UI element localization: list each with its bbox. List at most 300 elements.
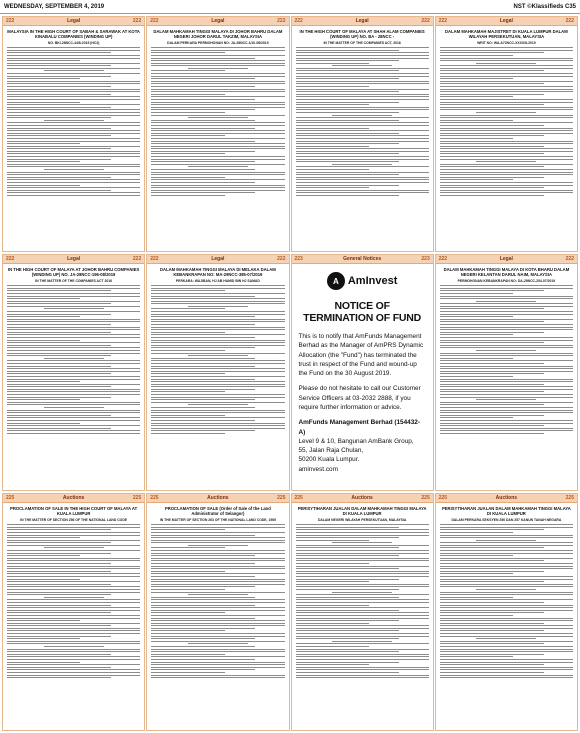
text-line [440,433,544,434]
text-line [296,109,429,110]
text-line [7,428,111,429]
text-line [151,298,284,299]
text-line [7,563,111,564]
text-line [440,47,573,48]
text-line [7,102,80,103]
text-line [7,109,140,110]
text-line [440,81,573,82]
text-line [7,628,140,629]
text-line [440,65,573,66]
text-line [151,612,224,613]
text-line [7,371,140,372]
text-line [440,579,573,580]
text-line [151,630,224,631]
text-line [440,55,513,56]
text-line [151,669,255,670]
text-line [151,402,284,403]
text-line [188,117,248,118]
text-line [188,68,248,69]
text-line [296,172,429,173]
company-name: AmFunds Management Berhad (154432-A) [298,419,420,436]
text-line [151,288,284,289]
text-line [151,656,284,657]
category-number: 222 [438,18,448,24]
text-line [440,141,573,142]
category-label: Legal [67,18,81,24]
text-line [440,125,544,126]
text-line [7,625,111,626]
text-line [7,52,111,53]
text-line [151,381,284,382]
text-line [440,172,573,173]
text-line [7,618,140,619]
notice-text-block [151,524,284,678]
text-line [151,161,255,162]
text-line [440,636,573,637]
text-line [151,592,284,593]
text-line [440,311,573,312]
text-line [440,669,573,670]
text-line [151,195,224,196]
text-line [151,558,284,559]
text-line [7,107,111,108]
text-line [296,47,429,48]
text-line [151,55,284,56]
text-line [7,672,140,673]
text-line [440,428,573,429]
text-line [296,141,429,142]
text-line [7,182,140,183]
text-line [151,430,255,431]
text-line [151,675,284,676]
notice-title: PROCLAMATION OF SALE (Order of Sale of the Land Administrator of Selangor) [164,506,271,517]
text-line [296,646,369,647]
notice-text-block [296,524,429,678]
category-number: 223 [421,256,430,262]
text-line [440,293,513,294]
text-line [151,646,255,647]
text-line [151,350,224,351]
text-line [7,179,140,180]
text-line [151,677,284,678]
text-line [7,641,140,642]
notice-subtitle: DALAM PERKARA SEKSYEN 256 DAN 257 KANUN TANAH NEGARA [451,518,562,523]
text-line [44,407,104,408]
text-line [7,412,140,413]
text-line [296,63,369,64]
text-line [7,288,140,289]
category-label: Legal [499,256,513,262]
ad-paragraph: Please do not hesitate to call our Customer Service Officers at 03-2032 2888, if you require further information or advice. [298,385,421,411]
category-number: 225 [565,495,574,501]
text-line [151,547,224,548]
text-line [151,329,284,330]
text-line [7,394,140,395]
text-line [151,177,224,178]
text-line [440,360,573,361]
text-line [296,159,429,160]
notice-row [2,16,578,252]
text-line [440,185,573,186]
text-line [296,104,369,105]
text-line [7,654,111,655]
text-line [296,529,429,530]
text-line [151,285,284,286]
text-line [296,128,369,129]
text-line [151,122,284,123]
text-line [44,169,104,170]
text-line [7,195,140,196]
text-line [440,573,513,574]
notice-subtitle: WRIT NO: WA-A72NCC-XXXX/8-2019 [477,41,536,46]
text-line [296,527,400,528]
notice-column [435,493,578,731]
text-line [7,340,80,341]
notice-text-block [440,47,573,196]
text-line [151,363,284,364]
text-line [7,303,111,304]
text-line [440,553,573,554]
text-line [151,316,255,317]
text-line [296,654,429,655]
text-line [7,316,80,317]
text-line [7,151,140,152]
text-line [440,524,573,525]
text-line [7,381,80,382]
text-line [7,337,140,338]
text-line [7,91,140,92]
text-line [7,153,140,154]
text-line [151,368,284,369]
text-line [440,373,544,374]
category-band [436,17,577,26]
text-line [440,386,573,387]
text-line [151,428,284,429]
text-line [44,646,104,647]
text-line [151,599,284,600]
text-line [151,532,284,533]
text-line [440,91,573,92]
text-line [7,63,140,64]
text-line [296,560,429,561]
text-line [296,130,429,131]
text-line [7,86,111,87]
text-line [440,630,544,631]
text-line [151,187,284,188]
text-line [440,316,513,317]
notice-title: DALAM MAHKAMAH TINGGI MALAYA DI KOTA BHARU DALAM NEGERI KELANTAN DARUL NAIM, MALAYSIA [443,267,570,278]
text-line [151,78,255,79]
text-line [440,285,573,286]
text-line [151,654,224,655]
notice-body [436,264,577,437]
text-line [296,625,429,626]
logo-text: AmInvest [347,275,398,287]
text-line [476,112,536,113]
text-line [440,177,544,178]
text-line [151,337,255,338]
text-line [296,610,400,611]
text-line [7,117,111,118]
text-line [440,423,573,424]
notice-body [436,26,577,199]
category-number: 222 [132,256,142,262]
aminvest-logo [299,272,426,290]
text-line [440,656,513,657]
text-line [7,612,111,613]
text-line [296,151,429,152]
category-number: 222 [565,18,574,24]
text-line [7,133,140,134]
text-line [7,675,140,676]
text-line [151,83,284,84]
text-line [151,649,284,650]
text-line [151,360,284,361]
category-number: 222 [421,18,430,24]
text-line [296,195,400,196]
text-line [7,425,140,426]
category-label: Auctions [207,495,229,501]
text-line [7,285,140,286]
text-line [7,573,140,574]
text-line [151,58,255,59]
text-line [7,83,140,84]
category-band [3,17,144,26]
ad-title: NOTICE OF TERMINATION OF FUND [303,300,422,324]
text-line [296,532,429,533]
text-line [7,423,80,424]
text-line [7,81,140,82]
text-line [440,563,573,564]
text-line [7,47,140,48]
text-line [440,633,573,634]
text-line [7,651,140,652]
text-line [296,187,369,188]
text-line [296,620,400,621]
text-line [296,185,400,186]
text-line [440,327,573,328]
category-band [147,255,288,264]
text-line [440,576,573,577]
text-line [151,433,224,434]
text-line [440,592,573,593]
text-line [440,527,573,528]
text-line [296,96,429,97]
text-line [151,146,284,147]
text-line [296,99,429,100]
address-line: 50200 Kuala Lumpur. [298,456,360,464]
text-line [151,185,284,186]
text-line [440,89,573,90]
text-line [7,524,140,525]
text-line [7,298,80,299]
text-line [151,125,284,126]
text-line [440,628,573,629]
advert-column [291,254,434,491]
text-line [151,115,284,116]
text-line [44,120,104,121]
text-line [440,581,544,582]
text-line [151,96,284,97]
text-line [440,99,573,100]
text-line [7,360,140,361]
text-line [151,584,284,585]
text-line [151,151,255,152]
category-number: 225 [132,495,142,501]
text-line [151,607,284,608]
text-line [151,128,255,129]
text-line [151,109,255,110]
text-line [296,675,429,676]
text-line [440,298,573,299]
text-line [440,143,573,144]
text-line [151,179,284,180]
text-line [151,610,284,611]
text-line [440,542,573,543]
category-number: 225 [294,495,303,501]
text-line [440,337,573,338]
category-number: 222 [438,256,448,262]
text-line [7,368,140,369]
text-line [151,618,255,619]
text-line [440,597,513,598]
text-line [296,83,429,84]
text-line [44,358,104,359]
text-line [7,615,140,616]
notice-body [147,503,288,681]
text-line [7,636,111,637]
text-line [7,404,140,405]
text-line [151,112,224,113]
text-line [188,166,248,167]
category-label: Auctions [351,495,373,501]
text-line [151,542,284,543]
text-line [332,115,392,116]
address-line: 55, Jalan Raja Chulan, [298,447,364,455]
text-line [151,314,284,315]
text-line [440,397,573,398]
text-line [440,76,573,77]
text-line [151,524,284,525]
text-line [44,547,104,548]
text-line [151,143,284,144]
text-line [151,99,255,100]
text-line [151,120,255,121]
text-line [440,394,573,395]
address-line: Level 9 & 10, Bangunan AmBank Group, [298,437,414,445]
text-line [296,148,429,149]
text-line [440,607,573,608]
text-line [7,342,140,343]
text-line [440,104,544,105]
text-line [7,115,140,116]
text-line [296,190,429,191]
notice-text-block [440,524,573,678]
text-line [296,146,369,147]
text-line [296,662,400,663]
text-line [7,76,111,77]
notice-text-block [151,47,284,196]
text-line [7,605,111,606]
text-line [296,672,400,673]
text-line [296,615,429,616]
category-band [436,255,577,264]
notice-column [291,16,434,252]
text-line [188,306,248,307]
text-line [440,571,544,572]
text-line [440,122,573,123]
text-line [151,148,284,149]
text-line [7,579,80,580]
text-line [151,50,284,51]
text-line [7,623,140,624]
text-line [7,566,140,567]
text-line [440,358,513,359]
text-line [296,553,429,554]
text-line [440,605,573,606]
text-line [440,643,544,644]
notice-column [146,254,289,491]
text-line [296,579,400,580]
text-line [440,148,573,149]
text-line [440,560,544,561]
text-line [440,391,544,392]
text-line [440,334,513,335]
notice-column [2,254,145,491]
text-line [7,125,140,126]
category-band [436,494,577,503]
text-line [440,529,544,530]
text-line [440,169,573,170]
text-line [151,623,284,624]
text-line [7,174,140,175]
text-line [7,148,111,149]
notice-body [292,503,433,681]
text-line [296,535,429,536]
text-line [7,311,140,312]
text-line [476,63,536,64]
text-line [296,602,429,603]
website: aminvest.com [298,465,338,473]
text-line [440,179,513,180]
text-line [296,117,429,118]
text-line [440,371,573,372]
text-line [7,592,140,593]
text-line [440,190,573,191]
text-line [151,164,284,165]
text-line [440,329,573,330]
text-line [296,102,400,103]
notice-subtitle: IN THE MATTER OF SECTION 256 OF THE NATIONAL LAND CODE [20,518,128,523]
notice-title: DALAM MAHKAMAH TINGGI MALAYA DI JOHOR BAHRU DALAM NEGERI JOHOR DARUL TAKZIM, MALAYSIA [153,29,283,40]
text-line [151,376,284,377]
text-line [7,314,111,315]
text-line [151,60,284,61]
text-line [151,311,284,312]
notice-title: PROCLAMATION OF SALE IN THE HIGH COURT OF MALAYA AT KUALA LUMPUR [10,506,138,517]
text-line [440,94,544,95]
text-line [151,293,284,294]
text-line [151,89,284,90]
text-line [296,576,429,577]
notice-subtitle: IN THE MATTER OF THE COMPANIES ACT 2016 [35,279,113,284]
text-line [296,78,400,79]
text-line [440,545,573,546]
text-line [296,586,429,587]
text-line [151,563,255,564]
text-line [7,581,140,582]
text-line [296,584,429,585]
